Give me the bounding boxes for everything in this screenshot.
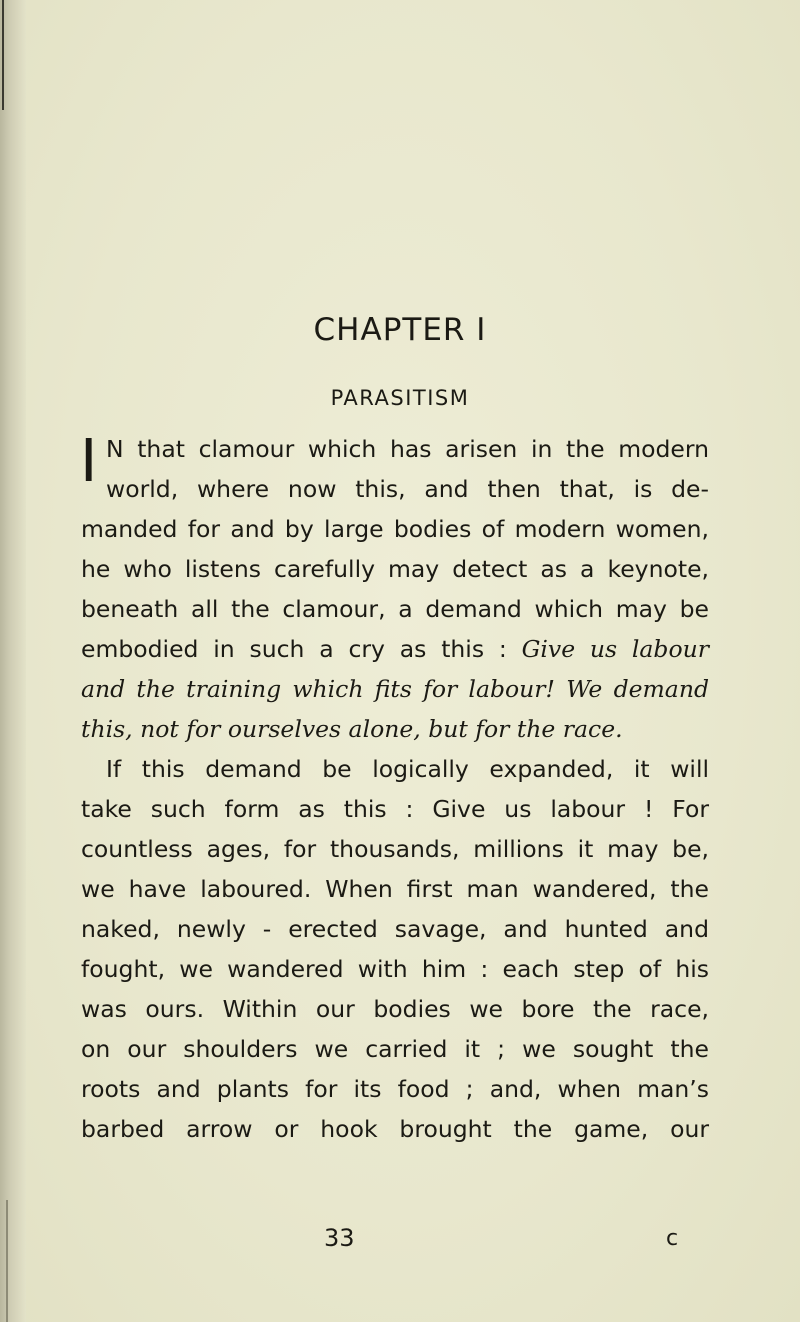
body-text [80, 426, 709, 1149]
paragraph-line: world, where now this, and then that, is de- [106, 475, 709, 503]
signature-mark: c [666, 1226, 679, 1251]
chapter-heading: CHAPTER I [313, 312, 487, 348]
paragraph-line: naked, newly - erected savage, and hunted and [81, 915, 709, 943]
line-italic-text: Give us labour [521, 635, 709, 663]
paragraph-line: barbed arrow or hook brought the game, our [81, 1115, 709, 1143]
paragraph-line: beneath all the clamour, a demand which may be [81, 595, 709, 623]
paragraph-line: he who listens carefully may detect as a keynote, [81, 555, 709, 583]
line-text: N that clamour which has arisen in the modern [106, 435, 709, 463]
paragraph-line: fought, we wandered with him : each step of his [81, 955, 709, 983]
paragraph-line: on our shoulders we carried it ; we sought the [81, 1035, 709, 1063]
page-number: 33 [324, 1224, 355, 1252]
paragraph-line: roots and plants for its food ; and, when man’s [81, 1075, 709, 1103]
paragraph-line-italic: this, not for ourselves alone, but for the race. [81, 715, 623, 743]
paragraph-line-italic: and the training which fits for labour! We demand [81, 675, 709, 703]
paragraph-line: was ours. Within our bodies we bore the race, [81, 995, 709, 1023]
line-roman-text: embodied in such a cry as this : [81, 635, 507, 663]
paragraph-line: manded for and by large bodies of modern women, [81, 515, 709, 543]
paragraph-line [81, 629, 709, 669]
chapter-title: PARASITISM [330, 386, 470, 410]
paragraph-line: If this demand be logically expanded, it will [106, 755, 709, 783]
binding-edge-line-lower [6, 1200, 8, 1322]
drop-cap: I [80, 426, 98, 495]
paragraph-line: countless ages, for thousands, millions it may be, [81, 835, 709, 863]
paragraph-line: we have laboured. When first man wandered, the [81, 875, 709, 903]
paragraph-line: take such form as this : Give us labour ! For [81, 795, 709, 823]
page-binding-shadow [0, 0, 26, 1322]
binding-edge-line [2, 0, 4, 110]
